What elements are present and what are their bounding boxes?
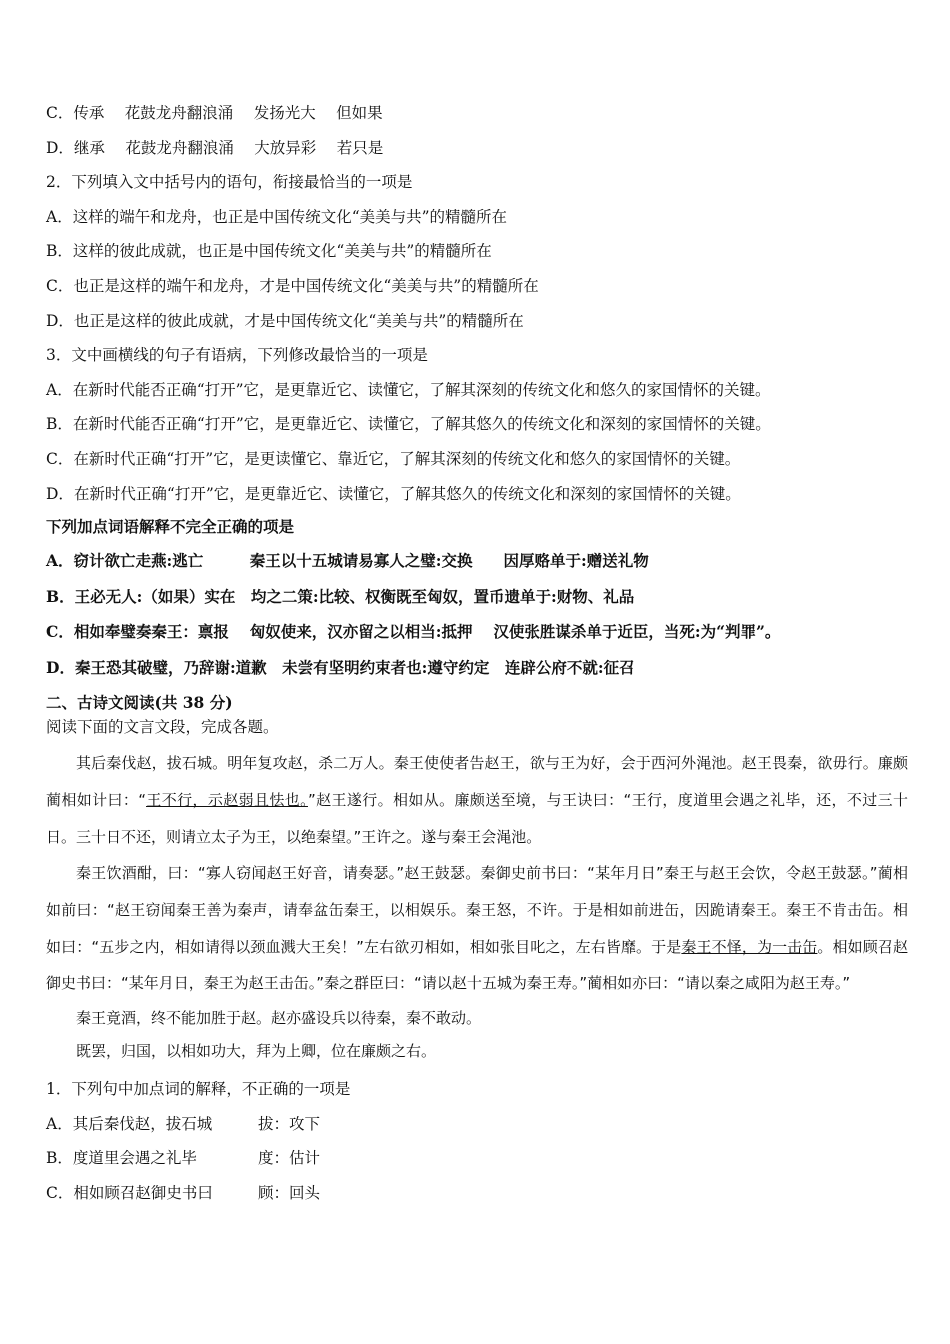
passage-paragraph-2 bbox=[46, 855, 908, 1002]
passage-p2-text-b: 。相如顾召赵御史书曰：“某年月日，秦王为赵王击缶。”秦之群臣曰：“请以赵十五城为秦王寿。”蔺相如亦曰：“请以秦之咸阳为赵王寿。” bbox=[46, 937, 908, 993]
q5-option-a[interactable] bbox=[46, 1107, 908, 1142]
q3-option-d[interactable]: D．在新时代正确“打开”它，是更靠近它、读懂它，了解其悠久的传统文化和深刻的家国情怀的关键。 bbox=[46, 484, 741, 503]
passage-p2-text-a: 秦王饮酒酣，曰：“寡人窃闻赵王好音，请奏瑟。”赵王鼓瑟。秦御史前书曰：“某年月日”秦王与赵王会饮，令赵王鼓瑟。”蔺相如前曰：“赵王窃闻秦王善为秦声，请奉盆缶秦王，以相娱乐。秦王怒，不许。于是相如前进缶，因跪请秦王。秦王不肯击缶。相如曰：“五步之内，相如请得以颈血溅大王矣！”左右欲刃相如，相如张目叱之，左右皆靡。于是 bbox=[46, 864, 908, 956]
passage-paragraph-1 bbox=[46, 745, 908, 855]
q5-option-c-gloss: 顾：回头 bbox=[258, 1183, 321, 1202]
q5-option-b-sentence: B．度道里会遇之礼毕 bbox=[46, 1149, 197, 1168]
q1-option-d[interactable]: D．继承 花鼓龙舟翻浪涌 大放异彩 若只是 bbox=[46, 138, 384, 157]
q5-option-c[interactable] bbox=[46, 1176, 908, 1211]
section-title: 二、古诗文阅读(共 38 分) bbox=[46, 693, 233, 713]
q4-stem: 下列加点词语解释不完全正确的项是 bbox=[46, 517, 295, 537]
q2-stem: 2．下列填入文中括号内的语句，衔接最恰当的一项是 bbox=[46, 173, 413, 192]
q5-stem: 1．下列句中加点词的解释，不正确的一项是 bbox=[46, 1080, 351, 1099]
q5-option-b[interactable] bbox=[46, 1141, 908, 1176]
q4-option-b[interactable]: B．王必无人:（如果）实在 均之二策:比较、权衡既至匈奴，置币遗单于:财物、礼品 bbox=[46, 586, 635, 606]
section-instruction: 阅读下面的文言文段，完成各题。 bbox=[46, 718, 279, 737]
q5-option-a-sentence: A．其后秦伐赵，拔石城 bbox=[46, 1114, 213, 1133]
passage-paragraph-3: 秦王竟酒，终不能加胜于赵。赵亦盛设兵以待秦，秦不敢动。 bbox=[76, 1009, 482, 1028]
q5-option-c-sentence: C．相如顾召赵御史书曰 bbox=[46, 1183, 213, 1202]
q3-option-c[interactable]: C．在新时代正确“打开”它，是更读懂它、靠近它，了解其深刻的传统文化和悠久的家国情怀的关键。 bbox=[46, 449, 741, 468]
q1-option-c[interactable]: C．传承 花鼓龙舟翻浪涌 发扬光大 但如果 bbox=[46, 104, 383, 122]
q3-option-a[interactable]: A．在新时代能否正确“打开”它，是更靠近它、读懂它，了解其深刻的传统文化和悠久的家国情怀的关键。 bbox=[46, 380, 771, 399]
q3-option-b[interactable]: B．在新时代能否正确“打开”它，是更靠近它、读懂它，了解其悠久的传统文化和深刻的家国情怀的关键。 bbox=[46, 415, 771, 434]
q4-option-a[interactable]: A．窃计欲亡走燕:逃亡 秦王以十五城请易寡人之璧:交换 因厚赂单于:赠送礼物 bbox=[46, 551, 649, 571]
passage-p1-underlined: 王不行，示赵弱且怯也。 bbox=[146, 790, 308, 809]
q2-option-d[interactable]: D．也正是这样的彼此成就，才是中国传统文化“美美与共”的精髓所在 bbox=[46, 311, 524, 330]
q5-option-b-gloss: 度：估计 bbox=[258, 1149, 321, 1168]
document-page bbox=[46, 96, 908, 1210]
q3-stem: 3．文中画横线的句子有语病，下列修改最恰当的一项是 bbox=[46, 346, 428, 365]
q5-option-a-gloss: 拔：攻下 bbox=[258, 1114, 321, 1133]
passage-p2-underlined: 秦王不怿，为一击缶 bbox=[681, 937, 818, 956]
q2-option-c[interactable]: C．也正是这样的端午和龙舟，才是中国传统文化“美美与共”的精髓所在 bbox=[46, 276, 539, 295]
passage-p1-text-a: 其后秦伐赵，拔石城。明年复攻赵，杀二万人。秦王使使者告赵王，欲与王为好，会于西河外渑池。赵王畏秦，欲毋行。廉颇蔺相如计曰：“ bbox=[46, 754, 908, 809]
passage-p1-text-b: ”赵王遂行。相如从。廉颇送至境，与王诀曰：“王行，度道里会遇之礼毕，还，不过三十日。三十日不还，则请立太子为王，以绝秦望。”王许之。遂与秦王会渑池。 bbox=[46, 790, 908, 846]
passage-paragraph-4: 既罢，归国，以相如功大，拜为上卿，位在廉颇之右。 bbox=[76, 1041, 437, 1060]
q2-option-b[interactable]: B．这样的彼此成就，也正是中国传统文化“美美与共”的精髓所在 bbox=[46, 242, 492, 261]
q4-option-d[interactable]: D．秦王恐其破璧，乃辞谢:道歉 未尝有坚明约束者也:遵守约定 连辟公府不就:征召 bbox=[46, 657, 635, 677]
q4-option-c[interactable]: C．相如奉璧奏秦王：禀报 匈奴使来，汉亦留之以相当:抵押 汉使张胜谋杀单于近臣，当死:为“判罪”。 bbox=[46, 622, 781, 642]
q2-option-a[interactable]: A．这样的端午和龙舟，也正是中国传统文化“美美与共”的精髓所在 bbox=[46, 207, 508, 226]
